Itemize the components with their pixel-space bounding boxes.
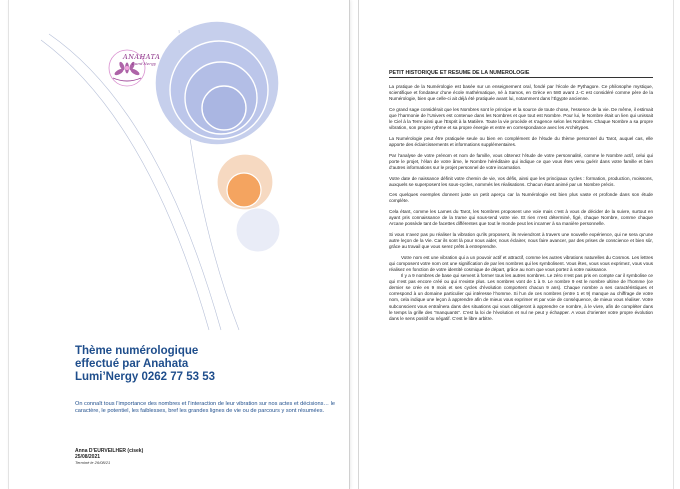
cover-title bbox=[75, 345, 345, 384]
content-page bbox=[358, 0, 674, 489]
section-body bbox=[389, 84, 653, 322]
cover-date: 25/08/2021 bbox=[75, 454, 101, 460]
logo-brand-text: ANAHATA bbox=[123, 53, 161, 61]
paragraph-prenom-nom: Par l’analyse de votre prénom et nom de famille, vous obtenez l’étude de votre personnalité, comme le Nombre actif, celui qui porte le projet, l’élan de votre âme, le Nombre héréditaire qui indique ce que vous êtes venu guérir dans votre famille et bien d’autres informations sur le projet personnel de votre incarnation. bbox=[389, 152, 653, 170]
paragraph-pythagore: La pratique de la Numérologie est basée sur un enseignement oral, fondé par l’école de Pythagore. Ce philosophe mystique, scientifique et fondateur d’une école mathématique, né à Samos, en Grèce en 580 avant J.-C est considéré comme père de la Numérologie, bien que celle-ci ait déjà été pratiquée avant lui, notamment dans l’Égypte ancienne. bbox=[389, 84, 653, 102]
paragraph-vibration: Si vous n’avez pas pu réaliser la vibration qu’ils proposent, ils reviendront à travers une nouvelle expérience, qui ne sera qu’une autre leçon de la Vie. Car ils sont là pour nous aider, nous éclairer, nous faire avancer, par des prises de conscience et bien sûr, grâce au travail que vous serez prêts à entreprendre. bbox=[389, 231, 653, 250]
paragraph-exemples: Ces quelques exemples donnent juste un petit aperçu car la Numérologie est bien plus vaste et profonde dans son étude complète. bbox=[389, 192, 653, 204]
paragraph-tarot: La Numérologie peut être pratiquée seule ou bien en complément de l’étude du thème personnel du Tarot, auquel cas, elle apporte des éclaircissements et informations supplémentaires. bbox=[389, 135, 653, 147]
paragraph-sage: Ce grand sage considérait que les Nombres sont le principe et la source de toute chose, l’essence de la vie. De même, il estimait que l’harmonie de l’Univers est contenue dans les Nombres et que tout est Nombre. Pour lui, le Nombre était un lien qui unissait le Ciel à la Terre ainsi que l’Esprit à la Matière. Toute la vie procède et s’agence selon les Nombres. Chaque Nombre a sa propre vibration, son propre rythme et sa propre énergie et entre en correspondance avec les Archétypes. bbox=[389, 106, 653, 131]
logo-sub-text: Lumi'Nergy bbox=[132, 60, 157, 66]
paragraph-lames-tarot: Cela étant, comme les Lames du Tarot, les Nombres proposent une voie mais c’est à vous de décider de la suivre, surtout en ayant pris connaissance de la trame qui sous-tend votre vie. Et rien n’est déterminé, figé, chaque Nombre, comme chaque Arcane possède tant de facettes différentes que tout le monde peut les incarner à sa manière personnelle. bbox=[389, 209, 653, 227]
cover-page bbox=[8, 0, 350, 489]
section-heading: PETIT HISTORIQUE ET RESUME DE LA NUMEROLOGIE bbox=[389, 70, 653, 78]
decorative-circles bbox=[9, 0, 349, 489]
paragraph-nombres-base: Il y a 9 nombres de base qui servent à former tous les autres nombres. Le zéro n’est pas pris en compte car il symbolise ce qui n’est pas encore créé ou qui n’existe plus. Les nombres vont de 1 à 9. Le nombre 9 est le nombre ultime de l’homme (ce dernier se crée en 9 mois et ses cycles d’évolution comportent chacun 9 ans). Chaque nombre a ses caractéristiques et correspond à un domaine particulier qui intéresse l’homme. Si l’un de ces nombres (entre 1 et 9) manque au chiffrage de votre nom, cela indique une leçon à apprendre afin de mieux vous exprimer et par voie de conséquence, de mieux vous réaliser. Votre subconscient vous entraînera dans des situations qui vous obligeront à apprendre ce nombre, à le vivre, afin de compléter dans le temps la grille des “manquants”. C’est la loi de l’évolution et nul ne peut y échapper. A vous d’orienter votre propre évolution dans le sens positif ou négatif. C’est le libre arbitre. bbox=[389, 273, 653, 321]
logo-wordmark bbox=[123, 54, 160, 66]
paragraph-date-naissance: Votre date de naissance définit votre chemin de vie, vos défis, ainsi que les principaux cycles : formation, production, moissons, auxquels se superposent les sous-cycles, nommés les réalisations. Chacun étant animé par un Nombre précis. bbox=[389, 175, 653, 187]
paragraph-nom-vibration: Votre nom est une vibration qui a un pouvoir actif et attractif, comme les autres vibrations naturelles du Cosmos. Les lettres qui composent votre nom ont une signification de par les nombres qui les symbolisent. Vous êtes, vous vous exprimez, vous vous réalisez en fonction de votre identité cosmique de départ, grâce au nom que vous portez à votre naissance. bbox=[389, 254, 653, 272]
cover-title-line-1: Thème numérologique bbox=[75, 345, 199, 357]
cover-title-line-2: effectué par Anahata bbox=[75, 358, 189, 370]
cover-finished-date: Terminé le 26/08/21 bbox=[75, 460, 111, 465]
cover-title-line-3: Lumi’Nergy 0262 77 53 53 bbox=[75, 371, 215, 383]
cover-author: Anna D’EURVEILHER (cisek) bbox=[75, 448, 144, 454]
cover-intro-text: On connaît tous l’importance des nombres et l’interaction de leur vibration sur nos actes et décisions… le caractère, le potentiel, les faiblesses, bref les grandes lignes de vie ou de parcours y sont résumées. bbox=[75, 401, 335, 415]
